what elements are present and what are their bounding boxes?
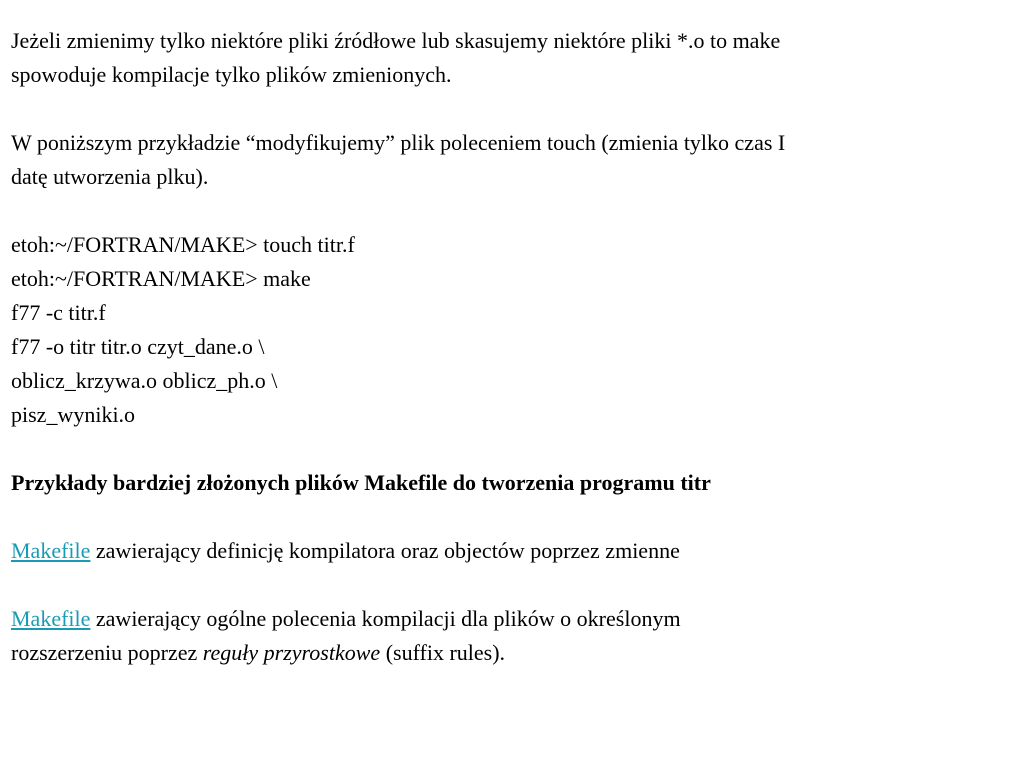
spacer <box>11 500 1016 534</box>
suffix-rules-prefix: rozszerzeniu poprzez <box>11 640 203 665</box>
spacer <box>11 92 1016 126</box>
spacer <box>11 432 1016 466</box>
intro-line-1: Jeżeli zmienimy tylko niektóre pliki źródłowe lub skasujemy niektóre pliki *.o to make <box>11 28 781 53</box>
spacer <box>11 568 1016 602</box>
touch-explanation-line-2: datę utworzenia plku). <box>11 164 209 189</box>
terminal-line: pisz_wyniki.o <box>11 402 136 427</box>
makefile-variables-description: zawierający definicję kompilatora oraz objectów poprzez zmienne <box>90 538 680 563</box>
suffix-rules-term: reguły przyrostkowe <box>202 640 381 665</box>
makefile-suffix-rules-link[interactable]: Makefile <box>11 606 91 631</box>
spacer <box>11 194 1016 228</box>
makefile-suffix-rules-description: zawierający ogólne polecenia kompilacji dla plików o określonym <box>90 606 681 631</box>
terminal-session <box>11 228 1016 432</box>
intro-paragraph <box>11 24 1016 92</box>
terminal-line: f77 -c titr.f <box>11 300 106 325</box>
terminal-line: etoh:~/FORTRAN/MAKE> make <box>11 266 311 291</box>
makefile-variables-example <box>11 534 1016 568</box>
makefile-variables-line <box>11 534 1016 568</box>
terminal-line: oblicz_krzywa.o oblicz_ph.o \ <box>11 368 278 393</box>
touch-explanation-paragraph <box>11 126 1016 194</box>
intro-line-2: spowoduje kompilacje tylko plików zmienionych. <box>11 62 452 87</box>
terminal-line: etoh:~/FORTRAN/MAKE> touch titr.f <box>11 232 355 257</box>
terminal-line: f77 -o titr titr.o czyt_dane.o \ <box>11 334 265 359</box>
document-page <box>11 24 1016 670</box>
section-heading <box>11 466 1016 500</box>
makefile-variables-link[interactable]: Makefile <box>11 538 91 563</box>
section-heading-text: Przykłady bardziej złożonych plików Makefile do tworzenia programu titr <box>11 470 711 495</box>
touch-explanation-line-1: W poniższym przykładzie “modyfikujemy” plik poleceniem touch (zmienia tylko czas I <box>11 130 786 155</box>
suffix-rules-suffix: (suffix rules). <box>380 640 506 665</box>
makefile-suffix-rules-line-2 <box>11 636 1016 670</box>
makefile-suffix-rules-example <box>11 602 1016 670</box>
makefile-suffix-rules-line-1 <box>11 602 1016 636</box>
